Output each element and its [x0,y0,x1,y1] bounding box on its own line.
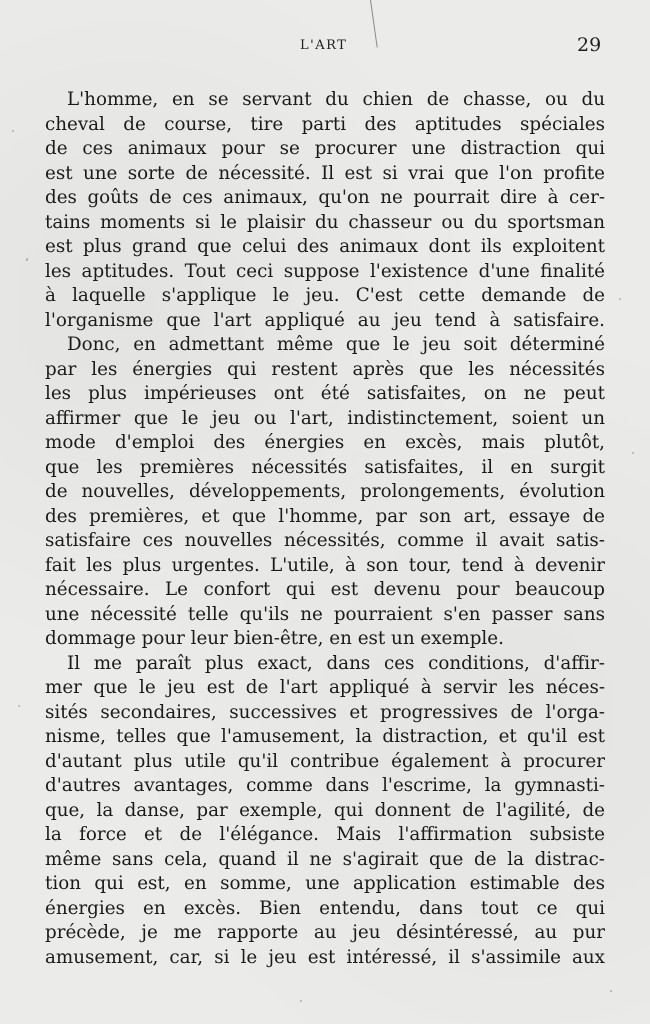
text-line: amusement, car, si le jeu est intéressé, il s'assimile aux [45,946,605,968]
text-line: Donc, en admettant même que le jeu soit déterminé [67,334,605,355]
text-line: Il me paraît plus exact, dans ces conditions, d'affir- [67,652,605,674]
page-header [0,36,650,56]
paper-speck [619,298,621,300]
paper-speck [632,452,634,454]
running-head: L'ART [300,38,348,53]
text-line: tains moments si le plaisir du chasseur ou du sportsman [45,211,605,233]
page-number: 29 [577,34,602,56]
text-line: nécessaire. Le confort qui est devenu pour beaucoup [45,579,605,600]
text-line: précède, je me rapporte au jeu désintéressé, au pur [45,922,605,943]
paper-speck [26,258,28,261]
text-line: à laquelle s'applique le jeu. C'est cette demande de [45,285,605,306]
text-line: des goûts de ces animaux, qu'on ne pourrait dire à cer- [45,187,605,208]
text-line: que, la danse, par exemple, qui donnent de l'agilité, de [45,799,605,821]
text-line: d'autant plus utile qu'il contribue également à procurer [45,750,605,772]
text-line: mer que le jeu est de l'art appliqué à servir les néces- [45,677,605,698]
text-line: est plus grand que celui des animaux dont ils exploitent [45,236,605,257]
text-line: sités secondaires, successives et progressives de l'orga- [45,701,605,723]
text-line: de nouvelles, développements, prolongements, évolution [45,481,605,502]
body-text [45,88,605,970]
text-line: que les premières nécessités satisfaites, il en surgit [45,456,605,478]
text-line: de ces animaux pour se procurer une distraction qui [45,138,605,159]
text-line: fait les plus urgentes. L'utile, à son tour, tend à devenir [45,554,605,576]
text-line: une nécessité telle qu'ils ne pourraient s'en passer sans [45,603,605,625]
text-line: énergies en excès. Bien entendu, dans tout ce qui [45,897,605,919]
text-line: est une sorte de nécessité. Il est si vrai que l'on profite [45,162,605,184]
paper-speck [610,990,612,992]
text-line: même sans cela, quand il ne s'agirait que de la distrac- [45,848,605,870]
text-line: les aptitudes. Tout ceci suppose l'existence d'une finalité [45,260,605,282]
text-line: par les énergies qui restent après que les nécessités [45,358,605,380]
paper-speck [12,130,14,132]
text-line: cheval de course, tire parti des aptitudes spéciales [45,113,605,135]
text-line: des premières, et que l'homme, par son art, essaye de [45,505,605,527]
text-line: mode d'emploi des énergies en excès, mais plutôt, [45,432,605,453]
text-line: dommage pour leur bien-être, en est un exemple. [45,628,504,649]
text-line: nisme, telles que l'amusement, la distraction, et qu'il est [45,726,605,747]
text-line: affirmer que le jeu ou l'art, indistinctement, soient un [45,407,605,429]
paper-speck [18,705,20,707]
text-line: tion qui est, en somme, une application estimable des [45,873,605,894]
text-line: les plus impérieuses ont été satisfaites, on ne peut [45,383,605,404]
text-line: satisfaire ces nouvelles nécessités, comme il avait satis- [45,530,605,551]
text-line: d'autres avantages, comme dans l'escrime, la gymnasti- [45,775,605,796]
text-line: la force et de l'élégance. Mais l'affirmation subsiste [45,824,605,845]
text-line: l'organisme que l'art appliqué au jeu tend à satisfaire. [45,309,605,331]
paper-speck [300,1000,302,1002]
text-line: L'homme, en se servant du chien de chasse, ou du [67,89,605,110]
